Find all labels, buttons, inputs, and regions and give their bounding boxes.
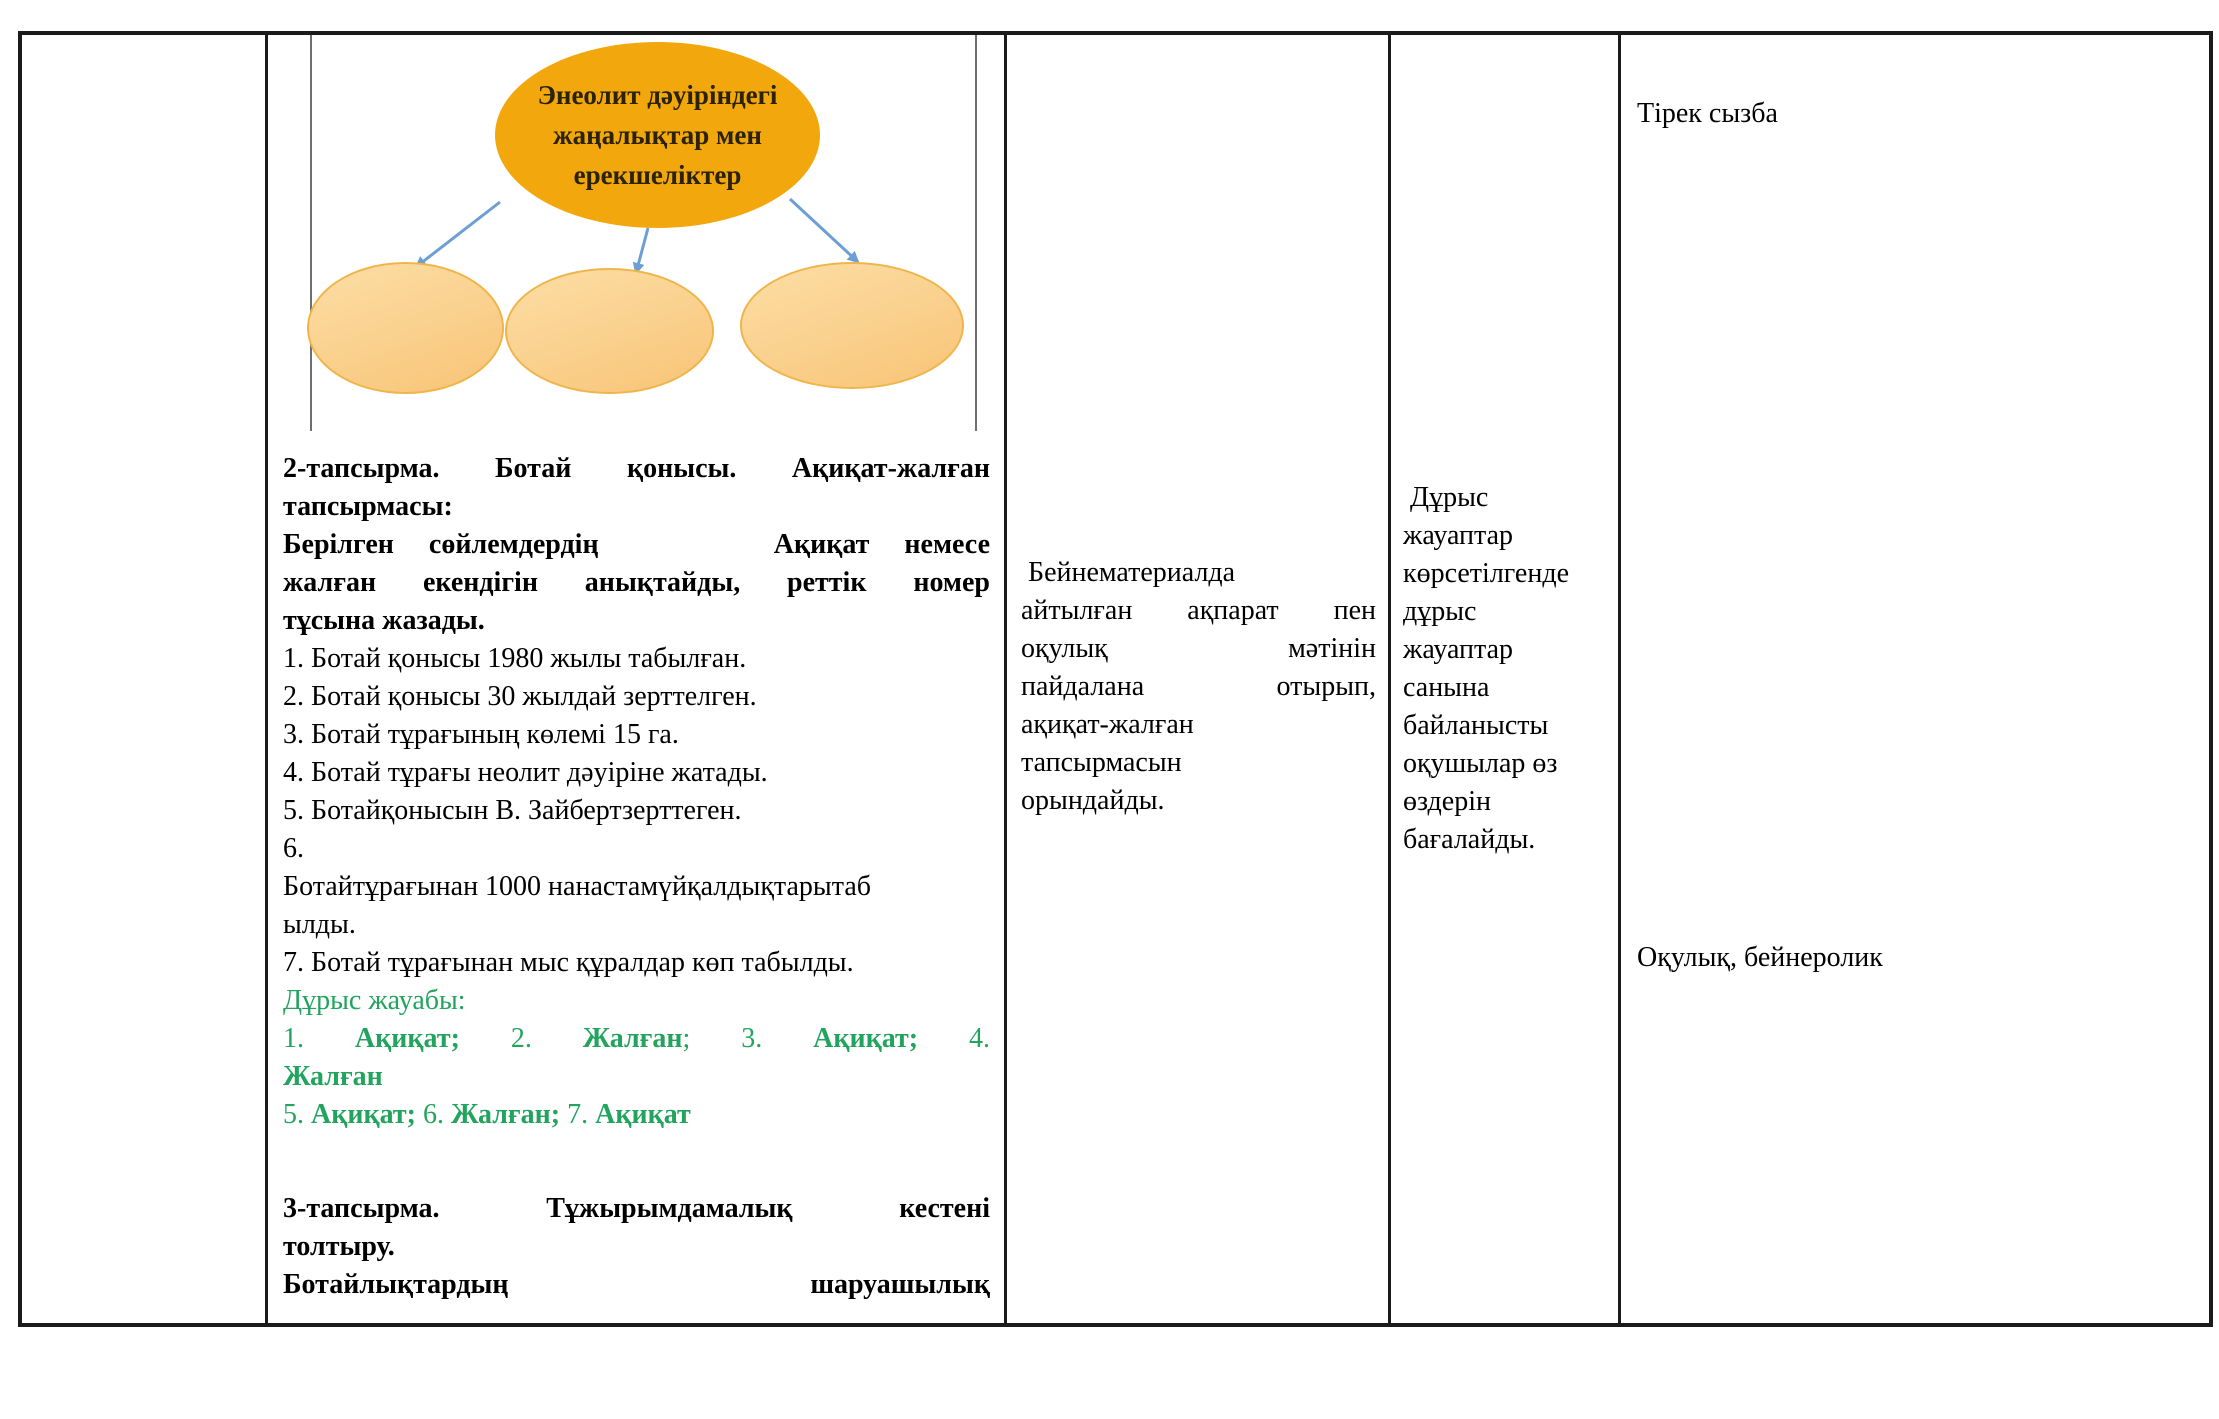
- table-cell-resources: [1618, 35, 2209, 1323]
- resource-bottom-label: Оқулық, бейнеролик: [1637, 942, 1883, 973]
- assessment-line: жауаптар: [1403, 520, 1514, 551]
- child-ellipse-3: [740, 262, 964, 389]
- assessment-line: дұрыс: [1403, 596, 1477, 627]
- statement-line: ылды.: [283, 909, 356, 940]
- descriptor-line: тапсырмасын: [1021, 747, 1182, 778]
- descriptor-line: пайдалана отырып,: [1021, 671, 1376, 702]
- statement-line: 5. Ботайқонысын В. Зайбертзерттеген.: [283, 795, 742, 826]
- task3-heading-line: Ботайлықтардың шаруашылық: [283, 1269, 990, 1300]
- task3-heading-line: толтыру.: [283, 1231, 395, 1262]
- assessment-line: өздерін: [1403, 786, 1491, 817]
- statement-line: 1. Ботай қонысы 1980 жылы табылған.: [283, 643, 747, 674]
- answer-line: Жалған: [283, 1061, 383, 1092]
- descriptor-line: оқулық мәтінін: [1021, 633, 1376, 664]
- assessment-line: көрсетілгенде: [1403, 558, 1569, 589]
- main-ellipse-text-line: ерекшеліктер: [573, 160, 742, 190]
- answer-line: 1. Ақиқат; 2. Жалған; 3. Ақиқат; 4.: [283, 1023, 991, 1054]
- task3-heading-line: 3-тапсырма. Тұжырымдамалық кестені: [283, 1193, 990, 1224]
- assessment-line: бағалайды.: [1403, 824, 1536, 855]
- statement-line: 2. Ботай қонысы 30 жылдай зерттелген.: [283, 681, 757, 712]
- main-ellipse-text-line: жаңалықтар мен: [553, 120, 762, 150]
- assessment-line: жауаптар: [1403, 634, 1514, 665]
- blank-line: [283, 1134, 990, 1190]
- answer-line: 5. Ақиқат; 6. Жалған; 7. Ақиқат: [283, 1099, 691, 1130]
- task2-heading-line: тапсырмасы:: [283, 491, 453, 522]
- descriptor-line: айтылған ақпарат пен: [1021, 595, 1376, 626]
- assessment-line: санына: [1403, 672, 1490, 703]
- statement-line: 4. Ботай тұрағы неолит дәуіріне жатады.: [283, 757, 768, 788]
- main-ellipse-text-line: Энеолит дәуіріндегі: [537, 80, 778, 110]
- table-cell-activities: [265, 35, 1004, 1323]
- task2-heading-line: 2-тапсырма. Ботай қонысы. Ақиқат-жалған: [283, 453, 990, 484]
- task-text-block: [268, 435, 1004, 1304]
- answer-label: Дұрыс жауабы:: [283, 985, 466, 1016]
- assessment-line: Дұрыс: [1403, 482, 1489, 513]
- table-cell-assessment: [1388, 35, 1618, 1323]
- concept-diagram: [268, 35, 1004, 435]
- task2-heading-line: Берілген сөйлемдердің Ақиқат немесе: [283, 529, 990, 560]
- lesson-plan-table: [18, 31, 2213, 1327]
- table-cell-descriptor: [1004, 35, 1388, 1323]
- descriptor-line: орындайды.: [1021, 785, 1165, 816]
- table-cell-empty: [22, 35, 265, 1323]
- statement-line: Ботайтұрағынан 1000 нанастамүйқалдықтарытаб: [283, 871, 871, 902]
- assessment-line: байланысты: [1403, 710, 1549, 741]
- resource-top-label: Тірек сызба: [1637, 98, 1778, 129]
- child-ellipse-1: [307, 262, 504, 394]
- descriptor-line: ақиқат-жалған: [1021, 709, 1194, 740]
- main-topic-ellipse: [495, 42, 820, 228]
- statement-line: 3. Ботай тұрағының көлемі 15 га.: [283, 719, 679, 750]
- child-ellipse-2: [505, 268, 714, 394]
- statement-line: 7. Ботай тұрағынан мыс құралдар көп табылды.: [283, 947, 854, 978]
- task2-heading-line: жалған екендігін анықтайды, реттік номер: [283, 567, 990, 598]
- task2-heading-line: тұсына жазады.: [283, 605, 485, 636]
- descriptor-line: Бейнематериалда: [1021, 557, 1236, 588]
- statement-line: 6.: [283, 833, 304, 864]
- assessment-line: оқушылар өз: [1403, 748, 1558, 779]
